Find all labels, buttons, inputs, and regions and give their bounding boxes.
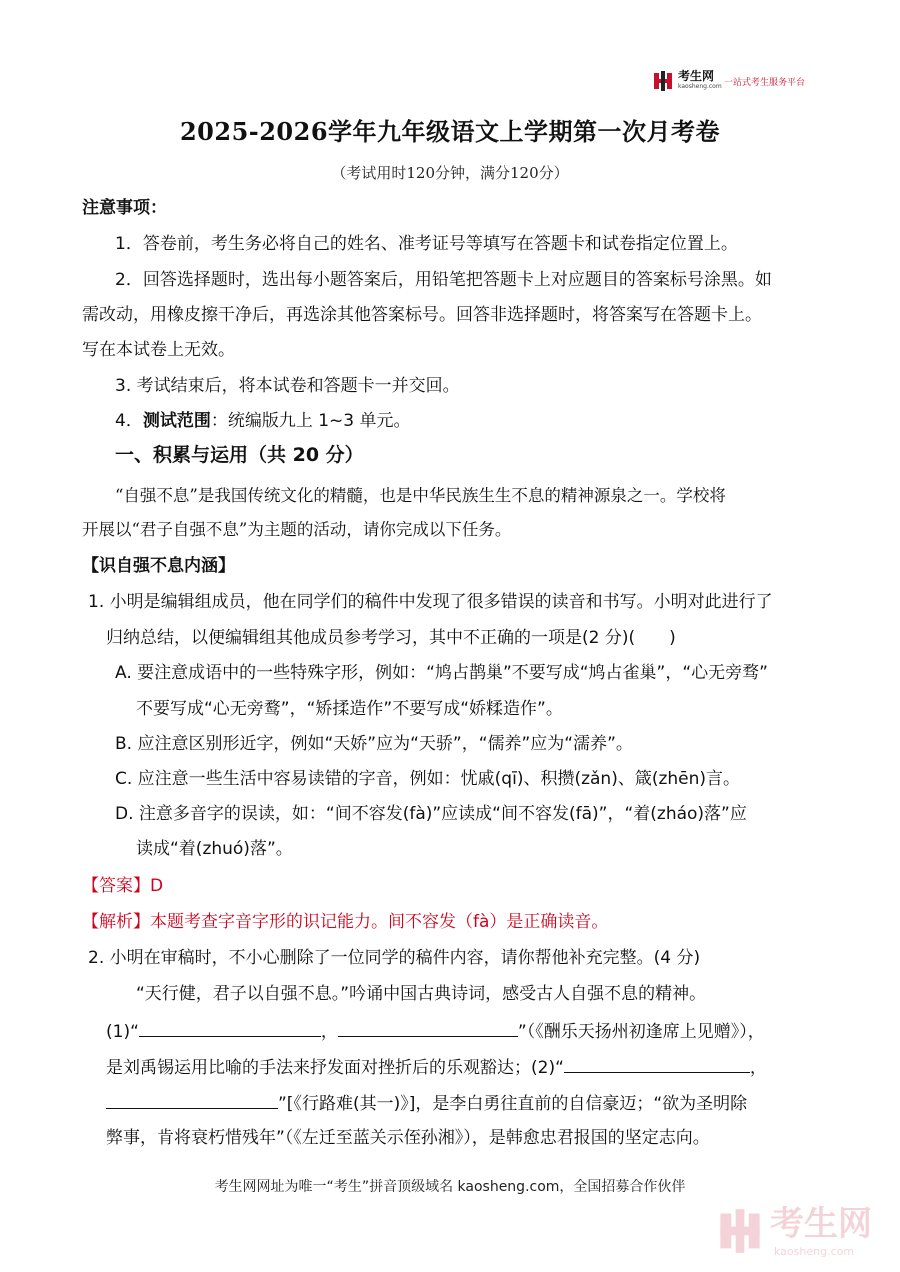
watermark-brand: 考生网	[770, 1204, 872, 1244]
notice-item-2-line-2: 需改动，用橡皮擦干净后，再选涂其他答案标号。回答非选择题时，将答案写在答题卡上。	[82, 305, 762, 325]
q2-line-2-comma: ，	[749, 1058, 767, 1078]
q1-answer-label: 【答案】	[82, 876, 150, 896]
watermark-domain: kaosheng.com	[774, 1245, 855, 1258]
q1-answer-value: D	[150, 876, 164, 896]
notice-item-2-line-1: 2．回答选择题时，选出每小题答案后，用铅笔把答题卡上对应题目的答案标号涂黑。如	[115, 270, 772, 290]
q2-line-2	[106, 1054, 767, 1080]
q1-option-a-line-2: 不要写成“心无旁鹜”，“矫揉造作”不要写成“娇糅造作”。	[136, 699, 563, 719]
notice-item-2-line-3: 写在本试卷上无效。	[82, 340, 235, 360]
q1-analysis-text: 本题考查字音字形的识记能力。间不容发（fà）是正确读音。	[150, 912, 609, 932]
section-1-subheading: 【识自强不息内涵】	[82, 556, 235, 576]
watermark	[716, 1205, 886, 1263]
q2-blank-4[interactable]	[106, 1090, 278, 1109]
q2-line-2-text: 是刘禹锡运用比喻的手法来抒发面对挫折后的乐观豁达；(2)“	[106, 1058, 564, 1078]
exam-subtitle: （考试用时120分钟，满分120分）	[331, 164, 569, 182]
q2-blank-2[interactable]	[338, 1018, 518, 1037]
q2-line-1-suffix: ”（《酬乐天扬州初逢席上见赠》），	[517, 1022, 765, 1042]
page-footer: 考生网网址为唯一“考生”拼音顶级域名 kaosheng.com，全国招募合作伙伴	[214, 1179, 686, 1195]
notice-item-4-prefix: 4．	[115, 411, 143, 431]
notice-item-4-text: ：统编版九上 1~3 单元。	[210, 411, 411, 431]
q2-line-1-comma: ，	[320, 1022, 338, 1042]
q1-option-d-line-1: D. 注意多音字的误读，如：“间不容发(fà)”应读成“间不容发(fā)”，“着(zháo)落”应	[115, 804, 747, 824]
q2-stem: 2. 小明在审稿时，不小心删除了一位同学的稿件内容，请你帮他补充完整。(4 分)	[88, 948, 701, 968]
q1-option-c: C. 应注意一些生活中容易读错的字音，例如：忧戚(qī)、积攒(zǎn)、箴(zhēn)言。	[115, 769, 741, 789]
exam-title: 2025-2026学年九年级语文上学期第一次月考卷	[179, 117, 721, 146]
q2-line-3	[106, 1090, 747, 1116]
q1-stem-line-2: 归纳总结，以便编辑组其他成员参考学习，其中不正确的一项是(2 分)( )	[106, 628, 676, 648]
q1-option-d-line-2: 读成“着(zhuó)落”。	[136, 839, 293, 859]
notice-item-3: 3. 考试结束后，将本试卷和答题卡一并交回。	[115, 376, 460, 396]
section-1-heading: 一、积累与运用（共 20 分）	[115, 444, 364, 466]
q2-blank-3[interactable]	[564, 1054, 750, 1073]
q1-analysis	[82, 910, 608, 934]
notice-item-1: 1．答卷前，考生务必将自己的姓名、准考证号等填写在答题卡和试卷指定位置上。	[115, 234, 738, 254]
notice-item-4-label: 测试范围	[142, 411, 211, 431]
q1-answer	[82, 874, 163, 898]
section-1-intro-line-1: “自强不息”是我国传统文化的精髓，也是中华民族生生不息的精神源泉之一。学校将	[115, 486, 726, 505]
header-logo-brand: 考生网	[678, 69, 715, 83]
q1-option-a-line-1: A. 要注意成语中的一些特殊字形，例如：“鸠占鹊巢”不要写成“鸠占雀巢”，“心无旁骛”	[115, 663, 768, 683]
q2-line-3-text: ”[《行路难(其一)》]，是李白勇往直前的自信豪迈；“欲为圣明除	[278, 1094, 748, 1114]
q2-intro: “天行健，君子以自强不息。”吟诵中国古典诗词，感受古人自强不息的精神。	[136, 984, 707, 1004]
kaosheng-logo-icon	[652, 70, 674, 92]
kaosheng-watermark-icon	[716, 1207, 764, 1255]
q1-option-b: B. 应注意区别形近字，例如“天娇”应为“天骄”，“儒养”应为“濡养”。	[115, 734, 633, 754]
notice-item-4	[115, 409, 411, 433]
q1-stem-line-1: 1. 小明是编辑组成员，他在同学们的稿件中发现了很多错误的读音和书写。小明对此进行了	[88, 592, 773, 612]
q2-line-1	[106, 1018, 765, 1044]
header-logo-domain: kaosheng.com	[678, 83, 722, 90]
header-logo	[652, 70, 822, 92]
header-logo-slogan: 一站式考生服务平台	[724, 78, 806, 88]
notice-heading: 注意事项：	[82, 198, 167, 218]
q2-blank-1[interactable]	[139, 1018, 321, 1037]
q2-line-4: 弊事，肯将衰朽惜残年”（《左迁至蓝关示侄孙湘》），是韩愈忠君报国的坚定志向。	[106, 1128, 710, 1148]
q1-analysis-label: 【解析】	[82, 912, 150, 932]
section-1-intro-line-2: 开展以“君子自强不息”为主题的活动，请你完成以下任务。	[82, 520, 512, 539]
q2-line-1-prefix: (1)“	[106, 1022, 139, 1042]
